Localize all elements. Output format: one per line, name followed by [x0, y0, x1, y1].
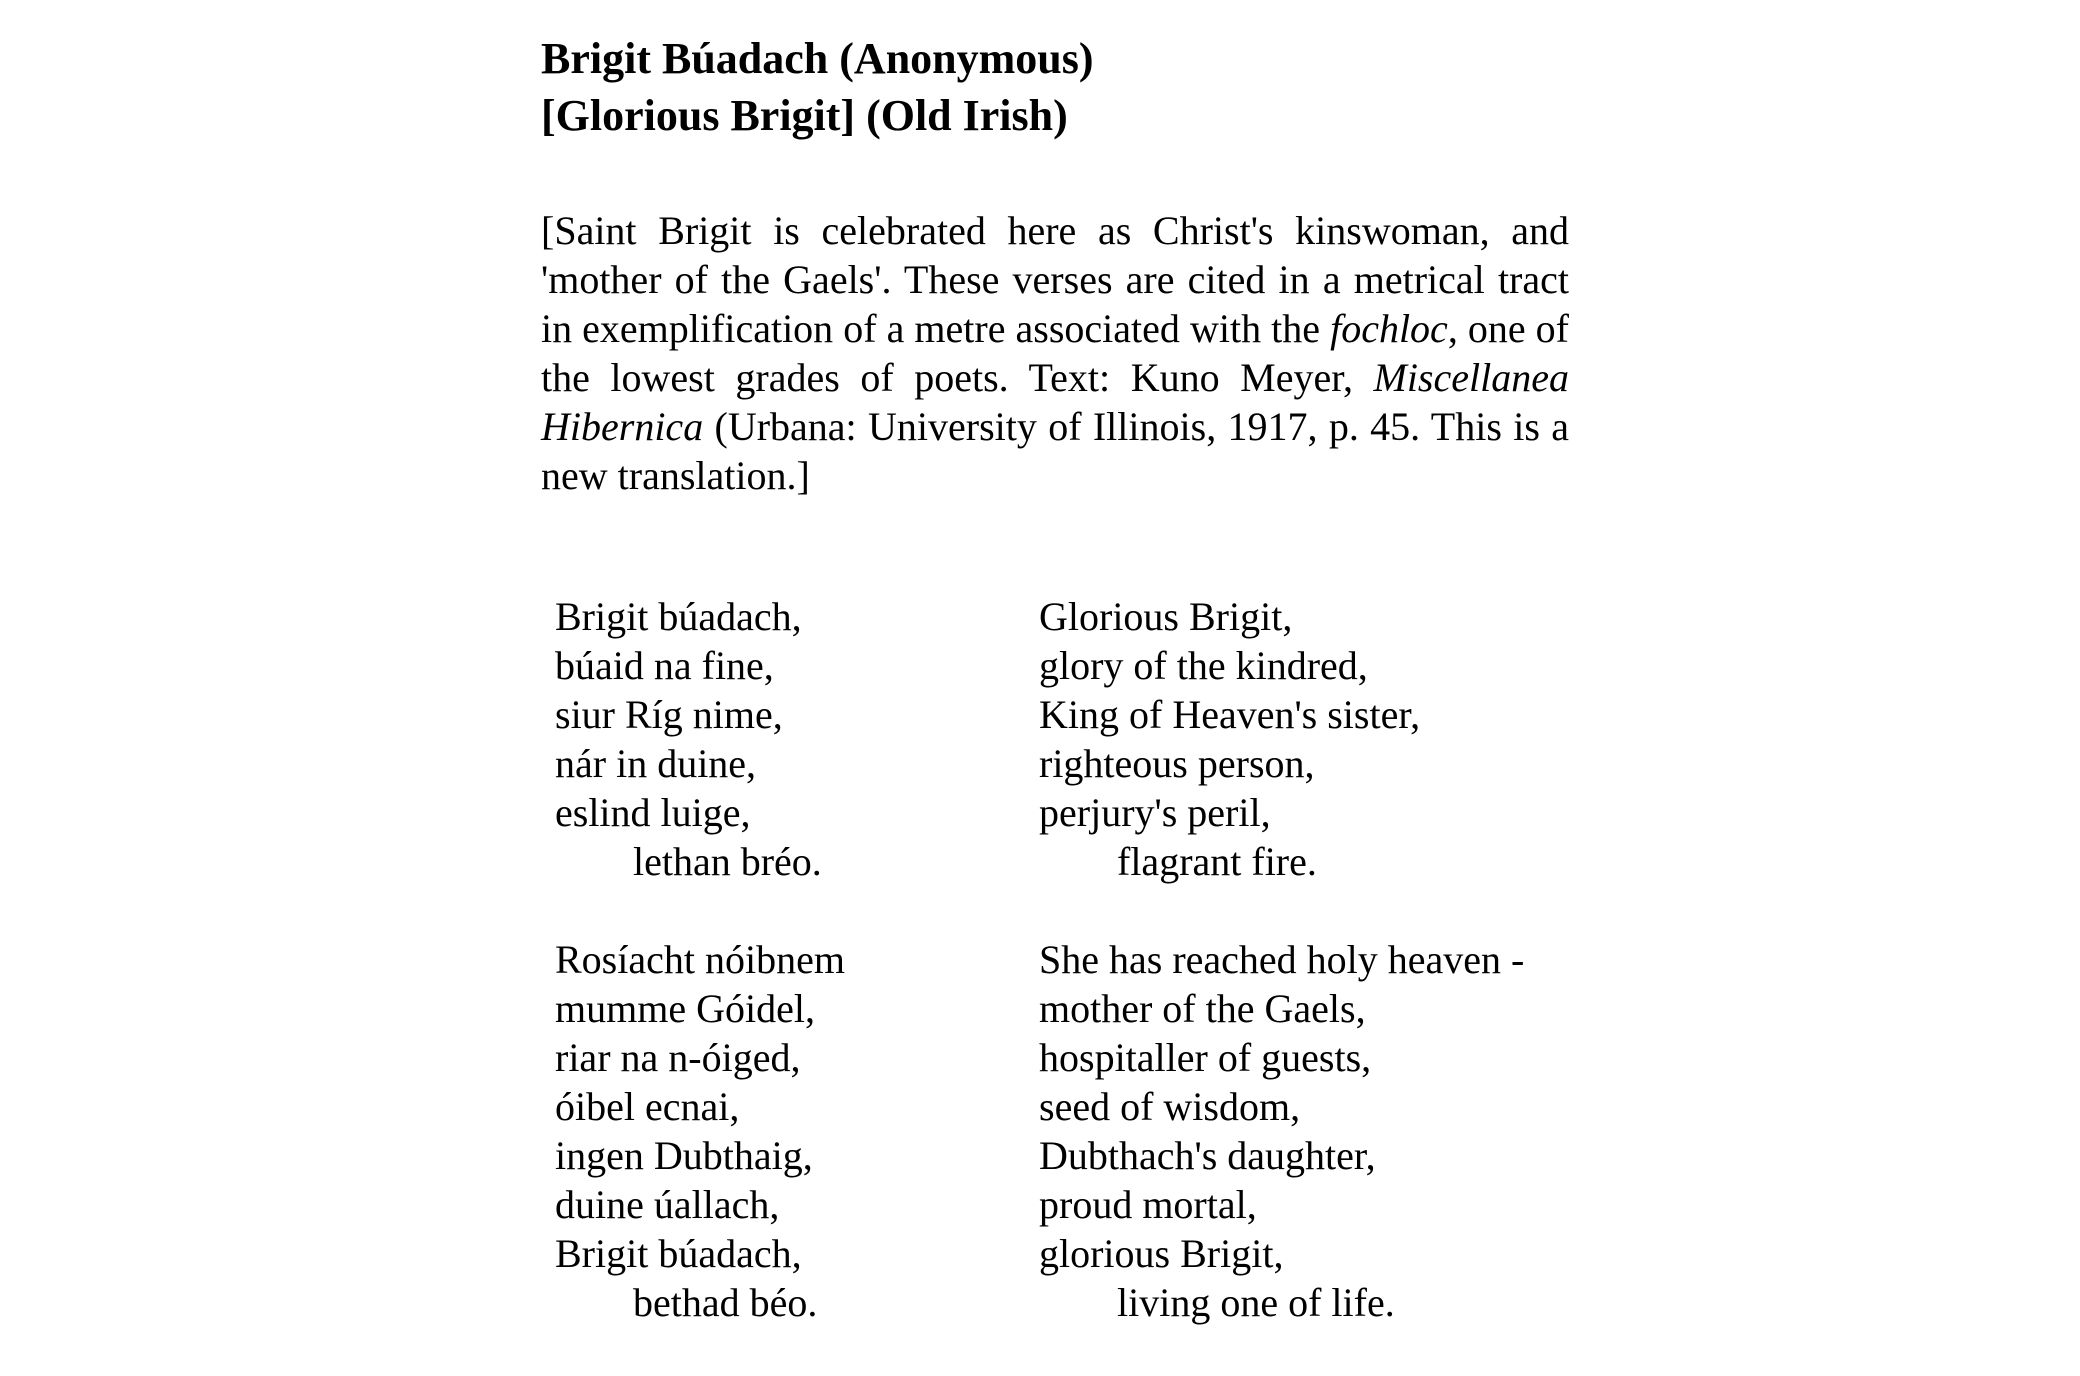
intro-text-3: (Urbana: University of Illinois, 1917, p. 45. This is a new translation.] [541, 404, 1569, 498]
poem-line: Rosíacht nóibnem [555, 937, 845, 982]
intro-text-2: , one of the lowest grades of poets. Text: Kuno Meyer, [541, 306, 1569, 400]
title-line-2: [Glorious Brigit] (Old Irish) [541, 91, 1068, 140]
translation-line: flagrant fire. [1117, 839, 1317, 884]
poem-line: nár in duine, [555, 741, 757, 786]
page-title [541, 30, 1569, 144]
translation-line: seed of wisdom, [1039, 1084, 1301, 1129]
title-line-1: Brigit Búadach (Anonymous) [541, 34, 1094, 83]
translation-line: glory of the kindred, [1039, 643, 1368, 688]
translation-line: perjury's peril, [1039, 790, 1271, 835]
translation-line: proud mortal, [1039, 1182, 1257, 1227]
poem-line: Brigit búadach, [555, 594, 802, 639]
stanza-2-original [541, 935, 1039, 1327]
intro-paragraph [541, 206, 1569, 500]
translation-line: King of Heaven's sister, [1039, 692, 1421, 737]
intro-text-1: [Saint Brigit is celebrated here as Christ's kinswoman, and 'mother of the Gaels'. These verses are cited in a metrical tract in exemplification of a metre associated with the [541, 208, 1569, 351]
poem-line: siur Ríg nime, [555, 692, 783, 737]
poem-line: eslind luige, [555, 790, 751, 835]
poem-line: Brigit búadach, [555, 1231, 802, 1276]
intro-italic-fochloc: fochloc [1330, 306, 1448, 351]
translation-line: mother of the Gaels, [1039, 986, 1366, 1031]
stanza-1-translation [1039, 592, 1569, 886]
translation-line: Glorious Brigit, [1039, 594, 1293, 639]
translation-line: hospitaller of guests, [1039, 1035, 1372, 1080]
poem-line: ingen Dubthaig, [555, 1133, 813, 1178]
translation-line: righteous person, [1039, 741, 1315, 786]
poem-line: lethan bréo. [633, 839, 822, 884]
poem-line: duine úallach, [555, 1182, 780, 1227]
translation-line: glorious Brigit, [1039, 1231, 1284, 1276]
stanza-2-translation [1039, 935, 1569, 1327]
stanza-1 [541, 592, 1569, 886]
translation-line: living one of life. [1117, 1280, 1395, 1325]
translation-line: Dubthach's daughter, [1039, 1133, 1376, 1178]
poem-line: bethad béo. [633, 1280, 818, 1325]
poem-line: búaid na fine, [555, 643, 774, 688]
poem-line: riar na n-óiged, [555, 1035, 801, 1080]
document [541, 30, 1569, 1376]
intro-italic-book-title: Miscellanea Hibernica [541, 355, 1569, 449]
poem [541, 592, 1569, 1327]
stanza-2 [541, 935, 1569, 1327]
poem-line: óibel ecnai, [555, 1084, 740, 1129]
stanza-1-original [541, 592, 1039, 886]
poem-line: mumme Góidel, [555, 986, 815, 1031]
translation-line: She has reached holy heaven - [1039, 937, 1525, 982]
